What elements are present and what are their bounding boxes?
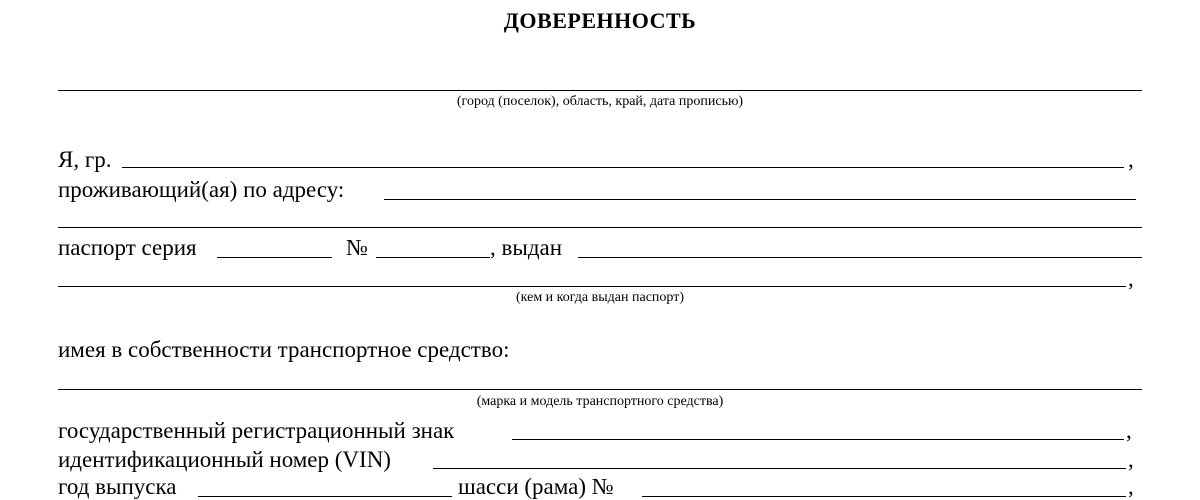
city-date-line[interactable] [58, 90, 1142, 91]
address-line-2[interactable] [58, 227, 1142, 228]
passport-series-line[interactable] [217, 257, 332, 258]
address-line[interactable] [384, 199, 1136, 200]
year-line[interactable] [198, 496, 452, 497]
year-label: год выпуска [58, 474, 177, 499]
chassis-comma: , [1128, 474, 1134, 499]
issued-by-label: , выдан [490, 235, 563, 260]
reg-plate-label: государственный регистрационный знак [58, 418, 455, 443]
address-label: проживающий(ая) по адресу: [58, 177, 345, 202]
ownership-label: имея в собственности транспортное средство: [58, 337, 510, 362]
vehicle-model-caption: (марка и модель транспортного средства) [476, 394, 724, 409]
reg-plate-comma: , [1126, 418, 1132, 443]
passport-number-line[interactable] [376, 257, 490, 258]
passport-issuer-comma: , [1128, 266, 1134, 291]
passport-number-label: № [346, 235, 368, 260]
city-date-caption: (город (поселок), область, край, дата прописью) [456, 94, 744, 109]
vin-comma: , [1128, 447, 1134, 472]
vin-label: идентификационный номер (VIN) [58, 447, 391, 472]
chassis-line[interactable] [642, 496, 1126, 497]
chassis-label: шасси (рама) № [458, 474, 614, 499]
vehicle-model-line[interactable] [58, 389, 1142, 390]
passport-series-label: паспорт серия [58, 235, 197, 260]
passport-issuer-line[interactable] [58, 286, 1126, 287]
vin-line[interactable] [433, 468, 1126, 469]
document-title: ДОВЕРЕННОСТЬ [503, 8, 697, 33]
issued-by-line[interactable] [578, 257, 1142, 258]
citizen-comma: , [1128, 147, 1134, 172]
citizen-label: Я, гр. [58, 147, 112, 172]
passport-issuer-caption: (кем и когда выдан паспорт) [515, 290, 684, 305]
citizen-name-line[interactable] [122, 167, 1124, 168]
reg-plate-line[interactable] [512, 439, 1124, 440]
